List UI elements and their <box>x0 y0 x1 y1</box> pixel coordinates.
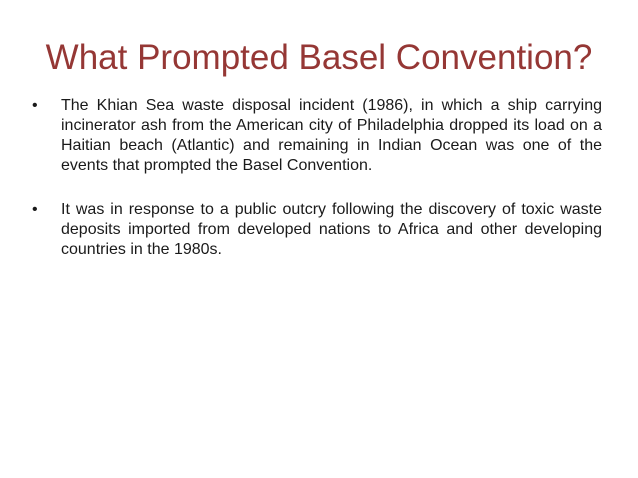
bullet-text: The Khian Sea waste disposal incident (1986), in which a ship carrying incinerator ash from the American city of Philadelphia dropped its load on a Haitian beach (Atlantic) and remaining in Indian Ocean was one of the events that prompted the Basel Convention. <box>61 97 602 174</box>
bullet-text: It was in response to a public outcry following the discovery of toxic waste deposits imported from developed nations to Africa and other developing countries in the 1980s. <box>61 201 602 258</box>
bullet-list <box>32 96 602 260</box>
bullet-item-khian-sea <box>32 96 602 176</box>
bullet-icon: • <box>32 201 38 218</box>
bullet-item-public-outcry <box>32 200 602 260</box>
slide-title: What Prompted Basel Convention? <box>45 38 593 77</box>
bullet-icon: • <box>32 97 38 114</box>
